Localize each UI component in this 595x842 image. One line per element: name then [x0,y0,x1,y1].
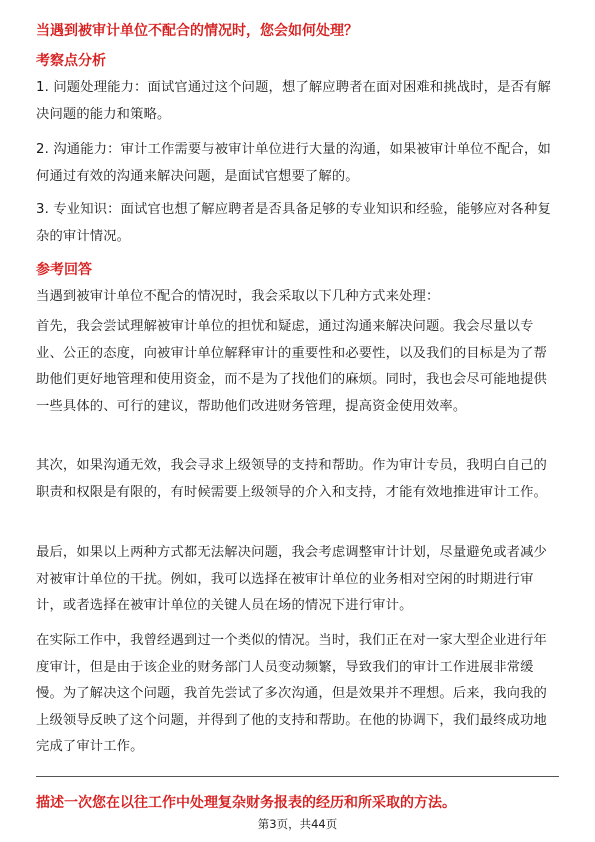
analysis-point-3: 3. 专业知识：面试官也想了解应聘者是否具备足够的专业知识和经验，能够应对各种复杂的审计情况。 [36,202,551,244]
section-divider [36,776,559,777]
answer-paragraph-second: 其次，如果沟通无效，我会寻求上级领导的支持和帮助。作为审计专员，我明白自己的职责和权限是有限的，有时候需要上级领导的介入和支持，才能有效地推进审计工作。 [36,458,547,500]
question-title: 当遇到被审计单位不配合的情况时，您会如何处理？ [36,23,358,39]
analysis-heading: 考察点分析 [36,53,106,69]
answer-intro: 当遇到被审计单位不配合的情况时，我会采取以下几种方式来处理： [36,289,440,304]
answer-paragraph-example: 在实际工作中，我曾经遇到过一个类似的情况。当时，我们正在对一家大型企业进行年度审计，但是由于该企业的财务部门人员变动频繁，导致我们的审计工作进展非常缓慢。为了解决这个问题，我首先尝试了多次沟通，但是效果并不理想。后来，我向我的上级领导反映了这个问题，并得到了他的支持和帮助。在他的协调下，我们最终成功地完成了审计工作。 [36,633,547,754]
next-question-title: 描述一次您在以往工作中处理复杂财务报表的经历和所采取的方法。 [36,795,456,811]
answer-paragraph-third: 最后，如果以上两种方式都无法解决问题，我会考虑调整审计计划，尽量避免或者减少对被审计单位的干扰。例如，我可以选择在被审计单位的业务相对空闲的时期进行审计，或者选择在被审计单位的关键人员在场的情况下进行审计。 [36,545,547,613]
analysis-point-1: 1. 问题处理能力：面试官通过这个问题，想了解应聘者在面对困难和挑战时，是否有解决问题的能力和策略。 [36,80,551,122]
answer-heading: 参考回答 [36,262,92,278]
page-number: 第3页，共44页 [257,817,338,831]
analysis-point-2: 2. 沟通能力：审计工作需要与被审计单位进行大量的沟通，如果被审计单位不配合，如何通过有效的沟通来解决问题，是面试官想要了解的。 [36,142,551,184]
answer-paragraph-first: 首先，我会尝试理解被审计单位的担忧和疑虑，通过沟通来解决问题。我会尽量以专业、公正的态度，向被审计单位解释审计的重要性和必要性，以及我们的目标是为了帮助他们更好地管理和使用资金，而不是为了找他们的麻烦。同时，我也会尽可能地提供一些具体的、可行的建议，帮助他们改进财务管理，提高资金使用效率。 [36,319,547,414]
